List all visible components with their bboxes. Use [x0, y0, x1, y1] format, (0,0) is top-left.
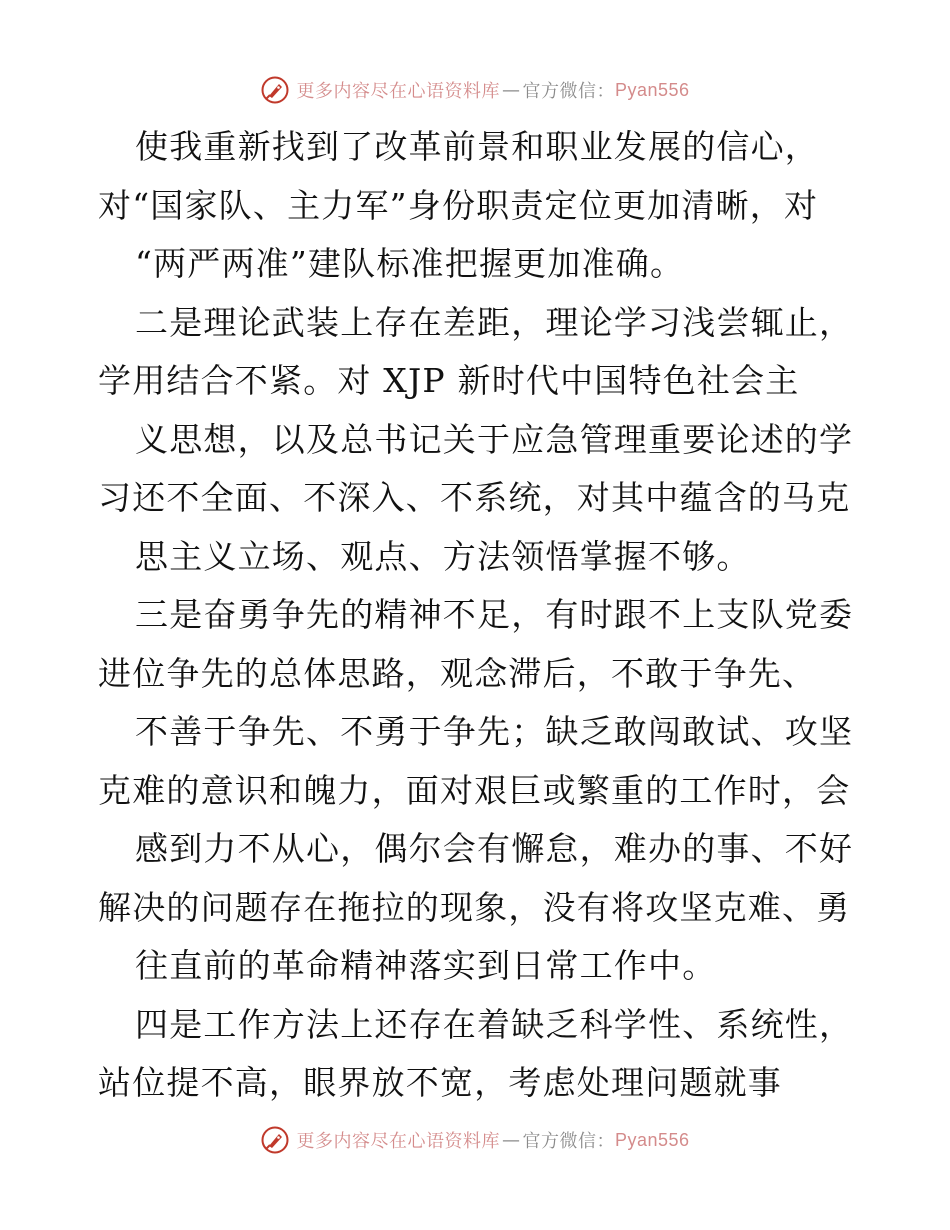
- text-line: 感到力不从心，偶尔会有懈怠，难办的事、不好: [135, 829, 854, 868]
- text-line: 解决的问题存在拖拉的现象，没有将攻坚克难、勇: [98, 888, 851, 927]
- watermark-text: 更多内容尽在心语资料库: [296, 81, 500, 102]
- text-line: 四是工作方法上还存在着缺乏科学性、系统性，: [135, 1005, 854, 1044]
- pen-nib-icon: [260, 1125, 290, 1155]
- text-line: 学用结合不紧。对 XJP 新时代中国特色社会主: [98, 361, 800, 400]
- text-line: 进位争先的总体思路，观念滞后，不敢于争先、: [98, 654, 817, 693]
- text-line: 克难的意识和魄力，面对艰巨或繁重的工作时，会: [98, 771, 851, 810]
- pen-nib-icon: [260, 75, 290, 105]
- text-line: 三是奋勇争先的精神不足，有时跟不上支队党委: [135, 595, 854, 634]
- text-line: 往直前的革命精神落实到日常工作中。: [135, 946, 717, 985]
- watermark-text: 更多内容尽在心语资料库: [296, 1131, 500, 1152]
- text-line: 义思想，以及总书记关于应急管理重要论述的学: [135, 420, 854, 459]
- watermark-wechat-id: Pyan556: [614, 1129, 690, 1150]
- watermark-label: 官方微信：: [522, 1131, 615, 1152]
- text-line: 使我重新找到了改革前景和职业发展的信心，: [135, 127, 819, 166]
- text-line: 不善于争先、不勇于争先；缺乏敢闯敢试、攻坚: [135, 712, 854, 751]
- text-line: 习还不全面、不深入、不系统，对其中蕴含的马克: [98, 478, 851, 517]
- text-line: 站位提不高，眼界放不宽，考虑处理问题就事: [98, 1063, 782, 1102]
- text-line: 对“国家队、主力军”身份职责定位更加清晰，对: [98, 186, 819, 225]
- watermark-separator: —: [501, 1129, 521, 1151]
- watermark-footer: [0, 1122, 950, 1158]
- watermark-label: 官方微信：: [522, 81, 615, 102]
- watermark-header: [0, 72, 950, 108]
- text-line: “两严两准”建队标准把握更加准确。: [135, 244, 685, 283]
- watermark-separator: —: [501, 79, 521, 101]
- text-line: 二是理论武装上存在差距，理论学习浅尝辄止，: [135, 303, 854, 342]
- watermark-wechat-id: Pyan556: [614, 79, 690, 100]
- text-line: 思主义立场、观点、方法领悟掌握不够。: [135, 537, 751, 576]
